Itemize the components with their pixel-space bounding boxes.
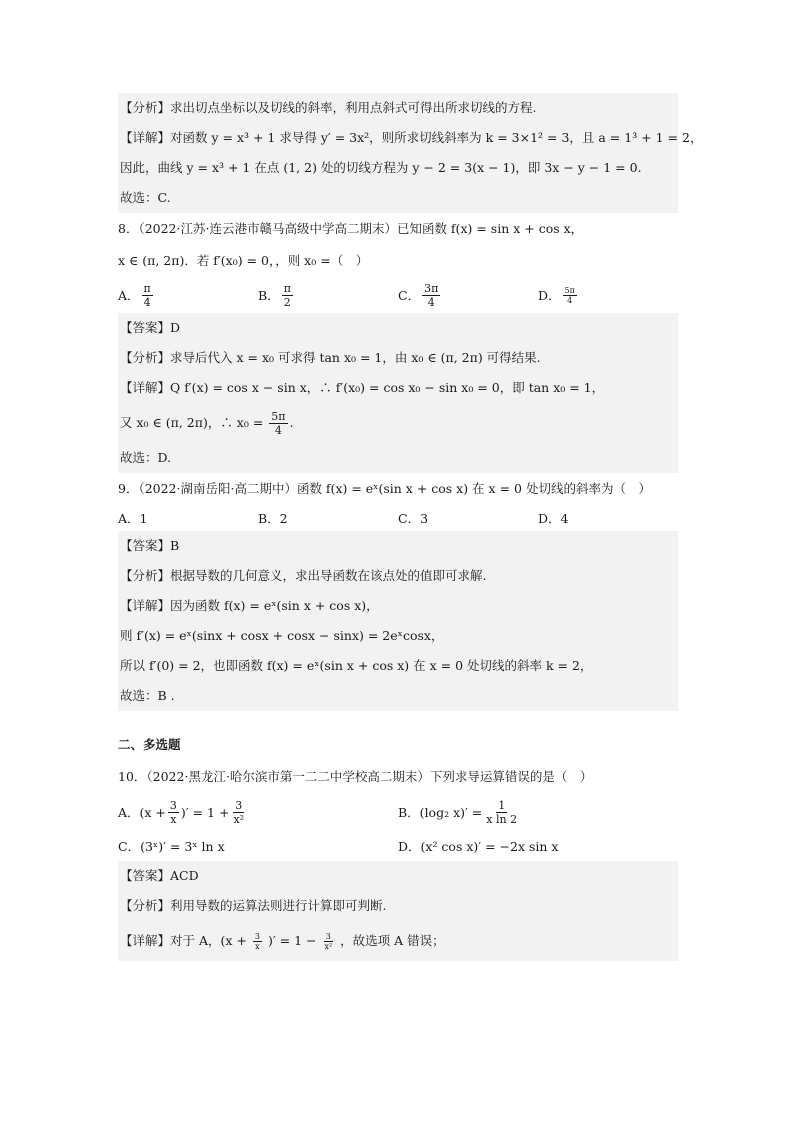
section-heading: 二、多选题	[118, 737, 181, 752]
q7-detail-line-1: 【详解】对函数 y = x³ + 1 求导得 y′ = 3x²，则所求切线斜率为 k = 3×1² = 3，且 a = 1³ + 1 = 2，	[120, 130, 703, 145]
q8-solution-block	[118, 313, 678, 473]
q10-option-a: A．(x + $\frac{3}{x}$ )′ = 1 + $\frac{3}{\text{x²}}$	[118, 798, 245, 826]
q7-solution-block	[118, 93, 703, 213]
q10-answer: 【答案】ACD	[120, 868, 199, 883]
q10-option-b: B．(log₂ x)′ = $\frac{1}{\text{x ln 2}}$	[398, 798, 518, 826]
q9-solution-block	[118, 531, 678, 711]
fraction: $\frac{3}{\text{x²}}$	[324, 932, 333, 951]
q8-stem-line-1: 8．（2022·江苏·连云港市赣马高级中学高二期末）已知函数 f(x) = sin x + cos x，	[118, 221, 584, 236]
q9-option-d: D．4	[538, 511, 569, 526]
document-page	[118, 93, 703, 961]
q10-stem: 10．（2022·黑龙江·哈尔滨市第一二二中学校高二期末）下列求导运算错误的是（ ）	[118, 769, 593, 784]
fraction: $\frac{\pi}{2}$	[283, 281, 291, 309]
q9-answer: 【答案】B	[120, 538, 180, 553]
fraction: $\frac{3\pi}{4}$	[424, 281, 439, 309]
q8-answer: 【答案】D	[120, 320, 181, 335]
q9-options	[118, 505, 678, 531]
q8-detail-line-2: 又 x₀ ∈ (π, 2π)，∴ x₀ = $\frac{5\pi}{4}$ .	[120, 410, 294, 437]
fraction: $\frac{5\pi}{4}$	[271, 410, 286, 437]
q7-answer-line: 故选：C.	[120, 190, 171, 205]
q8-answer-line: 故选：D.	[120, 450, 172, 465]
q8-option-b: B． $\frac{\pi}{2}$	[258, 281, 291, 309]
fraction: $\frac{1}{\text{x ln 2}}$	[486, 798, 518, 826]
q10-option-c: C．(3ˣ)′ = 3ˣ ln x	[118, 839, 225, 854]
q10-options-row-1	[118, 793, 678, 831]
q10-detail-line-1: 【详解】对于 A，(x + $\frac{3}{x}$ )′ = 1 − $\frac{3}{\text{x²}}$ ，故选项 A 错误；	[120, 932, 445, 951]
q7-detail-line-2: 因此，曲线 y = x³ + 1 在点 (1, 2) 处的切线方程为 y − 2 = 3(x − 1)，即 3x − y − 1 = 0.	[120, 160, 642, 175]
fraction: $\frac{3}{x}$	[169, 798, 177, 826]
q10-option-d: D．(x² cos x)′ = −2x sin x	[398, 839, 559, 854]
q9-option-c: C．3	[398, 511, 429, 526]
q8-stem-line-2: x ∈ (π, 2π)．若 f′(x₀) = 0，，则 x₀ =（ ）	[118, 253, 369, 268]
q9-option-a: A．1	[118, 511, 148, 526]
fraction: $\frac{3}{x}$	[254, 932, 260, 951]
q9-option-b: B．2	[258, 511, 288, 526]
q8-option-d: D． $\frac{5\pi}{4}$	[538, 285, 575, 305]
q9-stem: 9．（2022·湖南岳阳·高二期中）函数 f(x) = eˣ(sin x + cos x) 在 x = 0 处切线的斜率为（ ）	[118, 481, 651, 496]
q8-detail-line-1: 【详解】Q f′(x) = cos x − sin x，∴ f′(x₀) = cos x₀ − sin x₀ = 0，即 tan x₀ = 1，	[120, 380, 605, 395]
q9-answer-line: 故选：B .	[120, 688, 175, 703]
fraction: $\frac{5\pi}{4}$	[564, 285, 575, 305]
q9-detail-line-2: 则 f′(x) = eˣ(sinx + cosx + cosx − sinx) = 2eˣcosx，	[120, 628, 444, 643]
q8-option-a: A． $\frac{\pi}{4}$	[118, 281, 151, 309]
q9-detail-line-1: 【详解】因为函数 f(x) = eˣ(sin x + cos x)，	[120, 598, 379, 613]
q8-option-c: C． $\frac{3\pi}{4}$	[398, 281, 439, 309]
fraction: $\frac{\pi}{4}$	[143, 281, 151, 309]
q10-analysis: 【分析】利用导数的运算法则进行计算即可判断.	[120, 898, 387, 913]
q10-options-row-2	[118, 831, 678, 861]
q10-solution-block	[118, 861, 678, 961]
q8-analysis: 【分析】求导后代入 x = x₀ 可求得 tan x₀ = 1，由 x₀ ∈ (π, 2π) 可得结果.	[120, 350, 541, 365]
q9-detail-line-3: 所以 f′(0) = 2，也即函数 f(x) = eˣ(sin x + cos x) 在 x = 0 处切线的斜率 k = 2，	[120, 658, 593, 673]
q7-analysis: 【分析】求出切点坐标以及切线的斜率，利用点斜式可得出所求切线的方程.	[120, 100, 537, 115]
q8-options	[118, 277, 678, 313]
fraction: $\frac{3}{\text{x²}}$	[233, 798, 245, 826]
q9-analysis: 【分析】根据导数的几何意义，求出导函数在该点处的值即可求解.	[120, 568, 487, 583]
